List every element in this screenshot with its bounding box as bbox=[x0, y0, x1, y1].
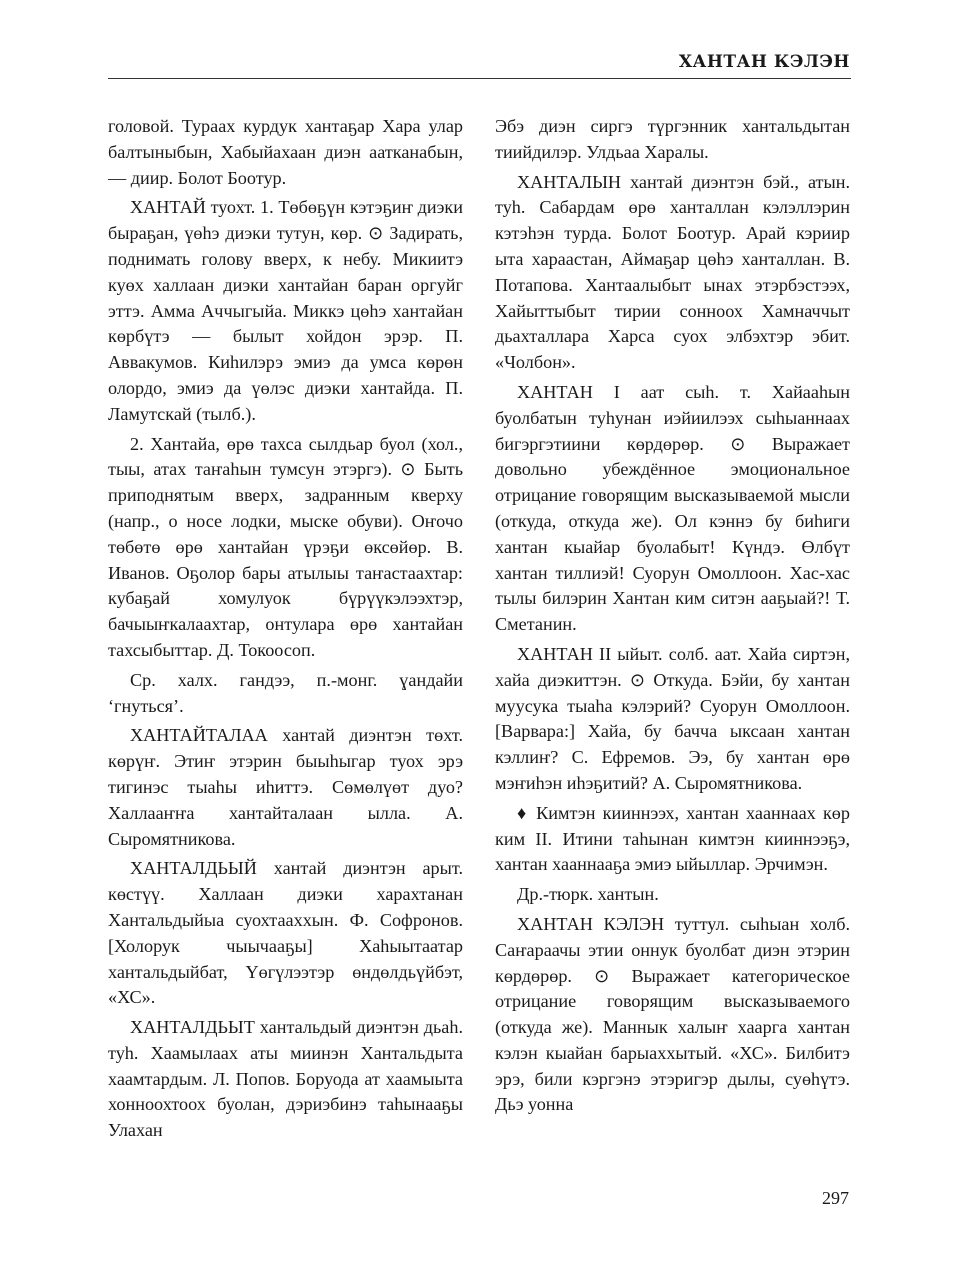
entry-khantan-kelen: ХАНТАН КЭЛЭН туттул. сыһыан холб. Саҥараачы этии оннук буолбат диэн этэрин көрдөрөр. ⊙ Выражает категорическое отрицание говорящим высказываемого (откуда же). Маннык халыҥ хаарга хантан кэлэн кыайан барыаххытый. «ХС». Билбитэ эрэ, били кэргэнэ этэригэр дылы, суөһүтэ. Дьэ уонна bbox=[495, 913, 850, 1115]
entry-khantan-1: ХАНТАН I аат сыһ. т. Хайааһын буолбатын туһунан иэйиилээх сыһыаннаах бигэргэтиини көрдөрөр. ⊙ Выражает довольно убеждённое эмоциональное отрицание говорящим высказываемой мысли (откуда, откуда же). Ол кэннэ бу биһиги хантан кыайар буолабыт! Күндэ. Өлбүт хантан тиллиэй! Суорун Омоллоон. Хас-хас тылы билэрин Хантан ким ситэн ааҕыай?! Т. Сметанин. bbox=[495, 381, 850, 635]
etymology-khantan: Др.-тюрк. хантын. bbox=[517, 884, 659, 905]
entry-khantai-2: 2. Хантайа, өрө тахса сылдьар буол (хол., тыы, атах таҥаһын тумсун этэргэ). ⊙ Быть приподнятым вверх, задранным кверху (напр., о носе лодки, мыске обуви). Оҥочо төбөтө өрө хантайан үрэҕи өксөйөр. В. Иванов. Оҕолор бары атылыы таҥастаахтар: кубаҕай хомулуок бүрүүкэлээхтэр, бачыыҥкалаахтар, онтулара өрө хантайан тахсыбыттар. Д. Токоосоп. bbox=[108, 433, 463, 660]
etymology-khantai: Ср. халх. гандээ, п.-монг. ɣандайи ‘гнуться’. bbox=[108, 669, 463, 716]
entry-khantai-1: ХАНТАЙ туохт. 1. Төбөҕүн кэтэҕиҥ диэки быраҕан, үөһэ диэки тутун, көр. ⊙ Задирать, поднимать голову вверх, к небу. Микиитэ куөх халлаан диэки хантайан баран оргуйг эттэ. Амма Аччыгыйа. Миккэ цөһэ хантайан көрбүтэ — былыт хойдон эрэр. П. Аввакумов. Киһилэрэ эмиэ да умса көрөн олордо, эмиэ да үөлэс диэки хантайда. П. Ламутскай (тылб.). bbox=[108, 197, 463, 424]
entry-khantaitalaa: ХАНТАЙТАЛАА хантай диэнтэн төхт. көрүҥ. Этиҥ этэрин быыһыгар туох эрэ тигинэс тыаһы иһиттэ. Сөмөлүөт дуо? Халлааҥҥа хантайталаан ылла. А. Сыромятникова. bbox=[108, 725, 463, 849]
entry-khantaldyi: ХАНТАЛДЬЫЙ хантай диэнтэн арыт. көстүү. Халлаан диэки харахтанан Хантальдыйыа суохтааххын. Ф. Софронов. [Холорук чыычааҕы] Хаһыытаатар хантальдыйбат, Үөгүлээтэр өндөлдьүйбэт, «ХС». bbox=[108, 858, 463, 1008]
paragraph-continuation: Эбэ диэн сиргэ түргэнник хантальдытан тиийдилэр. Улдьаа Харалы. bbox=[495, 116, 850, 162]
idiom-kimten-kiinneekh: ♦ Кимтэн кииннээх, хантан хааннаах көр ким II. Итини таһынан кимтэн кииннээҕэ, хантан хааннааҕа эмиэ ыйыллар. Эрчимэн. bbox=[495, 802, 850, 875]
entry-khantaldyt: ХАНТАЛДЬЫТ хантальдый диэнтэн дьаһ. туһ. Хаамылаах аты миинэн Хантальдыта хаамтардым. Л. Попов. Боруода ат хаамыыта хонноохтоох буолан, дэриэбинэ таһынааҕы Улахан bbox=[108, 1017, 463, 1141]
header-rule bbox=[108, 78, 851, 79]
running-head: ХАНТАН КЭЛЭН bbox=[678, 52, 850, 72]
page-number: 297 bbox=[822, 1188, 849, 1208]
right-column bbox=[495, 114, 850, 1122]
entry-khantan-2: ХАНТАН II ыйыт. солб. аат. Хайа сиртэн, хайа диэкиттэн. ⊙ Откуда. Бэйи, бу хантан муусука тыаһа кэлэрий? Суорун Омоллоон. [Варвара:] Хайа, бу бачча ыксаан хантан кэллиҥ? С. Ефремов. Ээ, бу хантан өрө мэҥиһэн иһэҕитий? А. Сыромятникова. bbox=[495, 643, 850, 793]
entry-khantalyn: ХАНТАЛЫН хантай диэнтэн бэй., атын. туһ. Сабардам өрө ханталлан кэлэллэрин кэтэһэн турда. Болот Боотур. Арай кэриир ыта хараастан, Аймаҕар цөһэ ханталлан. В. Потапова. Хантаалыбыт ынах этэрбэстээх, Хайыттыбыт тирии сонноох Хамначчыт дьахталлара Харса суох элбэхтэр эбит. «Чолбон». bbox=[495, 171, 850, 373]
paragraph-continuation: головой. Тураах курдук хантаҕар Хара улар балтыныбын, Хабыйахаан диэн аатканабын, — диир. Болот Боотур. bbox=[108, 116, 463, 188]
left-column bbox=[108, 114, 463, 1148]
